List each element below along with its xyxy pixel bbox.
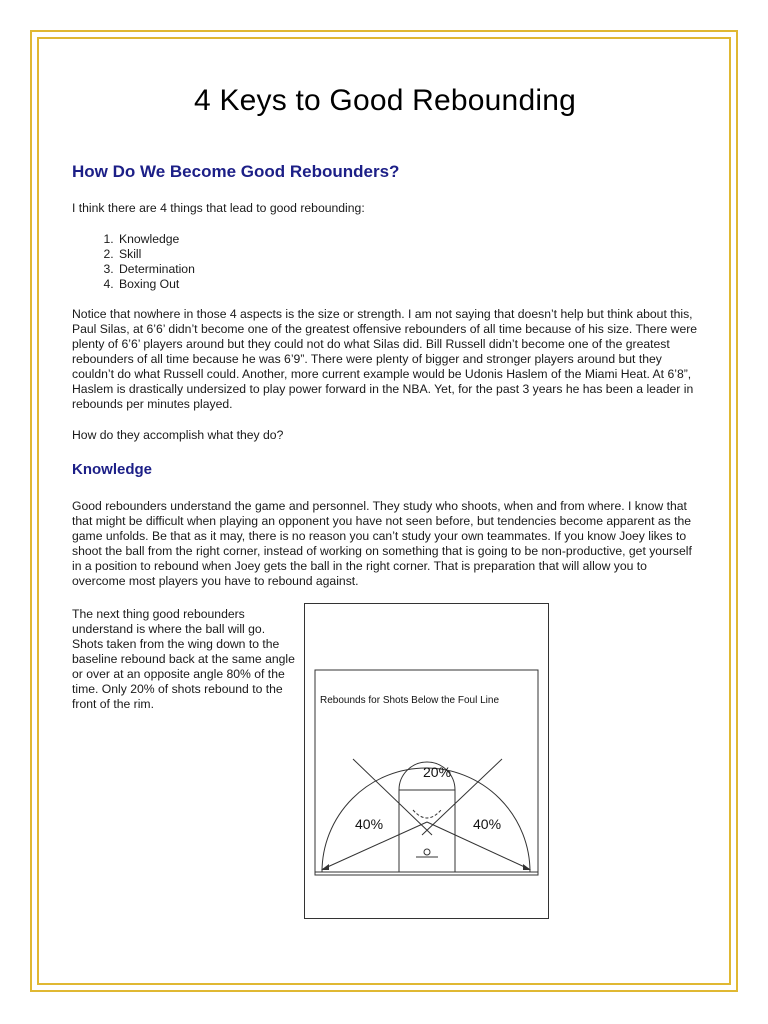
- label-center-percent: 20%: [423, 764, 452, 780]
- list-item: 3. Determination: [117, 262, 517, 277]
- size-strength-paragraph: Notice that nowhere in those 4 aspects is the size or strength. I am not saying that doesn’t help but think about this, Paul Silas, at 6’6’ didn’t become one of the greatest offensive rebounders of all time because of his size. There were plenty of 6’6’ players around but they could not do what Silas did. Bill Russell didn’t become one of the greatest rebounders of all time because he was 6’9”. There were plenty of bigger and stronger players around but they couldn’t do what Russell could. Another, more current example would be Udonis Haslem of the Miami Heat. At 6’8”, Haslem is drastically undersized to play power forward in the NBA. Yet, for the past 3 years he has been a leader in rebounds per minutes played.: [72, 307, 698, 411]
- rim: [424, 849, 430, 855]
- section-heading-rebounders: How Do We Become Good Rebounders?: [72, 162, 400, 181]
- knowledge-paragraph: Good rebounders understand the game and personnel. They study who shoots, when and from where. I know that that might be difficult when playing an opponent you have not seen before, but tendencies become apparent as the game unfolds. Be that as it may, there is no reason you can’t study your own teammates. If you know Joey likes to shoot the ball from the right corner, instead of working on something that is going to be non-productive, get yourself in a position to rebound when Joey gets the ball in the right corner. That is preparation that will allow you to overcome most players you have to rebound against.: [72, 499, 692, 588]
- label-left-percent: 40%: [355, 816, 384, 832]
- ball-direction-paragraph: The next thing good rebounders understand is where the ball will go. Shots taken from the wing down to the baseline rebound back at the same angle or over at an opposite angle 80% of the time. Only 20% of shots rebound to the front of the rim.: [72, 607, 295, 711]
- label-right-percent: 40%: [473, 816, 502, 832]
- list-item: 4. Boxing Out: [117, 277, 517, 292]
- page-title: 4 Keys to Good Rebounding: [194, 84, 576, 117]
- rebound-diagram: [304, 603, 549, 919]
- restricted-arc: [413, 810, 441, 818]
- keys-list: [72, 232, 517, 292]
- intro-paragraph: I think there are 4 things that lead to good rebounding:: [72, 201, 365, 215]
- question-paragraph: How do they accomplish what they do?: [72, 428, 284, 442]
- rebound-diagram-svg: [305, 604, 548, 918]
- list-item: 1. Knowledge: [117, 232, 517, 247]
- diagram-caption: Rebounds for Shots Below the Foul Line: [320, 695, 499, 706]
- section-heading-knowledge: Knowledge: [72, 461, 153, 478]
- list-item: 2. Skill: [117, 247, 517, 262]
